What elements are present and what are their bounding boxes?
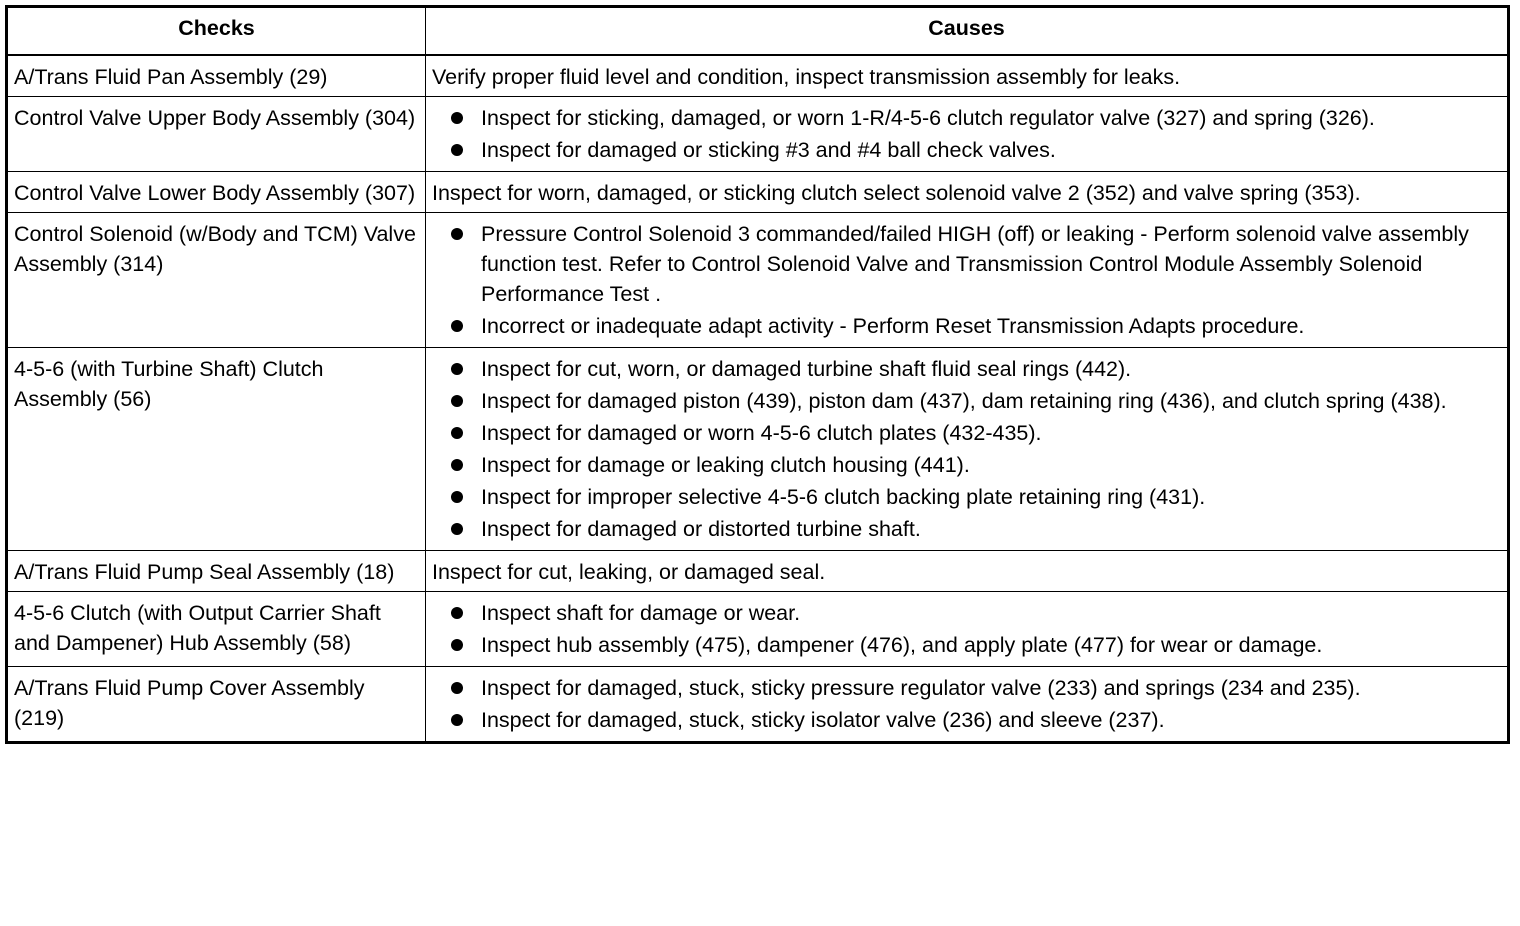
cause-bullet-item [432,514,1501,544]
cause-cell [426,55,1509,97]
check-cell: A/Trans Fluid Pump Cover Assembly (219) [7,667,426,743]
cause-bullet-item [432,673,1501,703]
cause-bullet-item [432,482,1501,512]
column-header-causes: Causes [426,7,1509,56]
check-cell: Control Solenoid (w/Body and TCM) Valve Assembly (314) [7,213,426,348]
cause-bullet-text: Pressure Control Solenoid 3 commanded/failed HIGH (off) or leaking - Perform solenoid valve assembly function test. Refer to Control Solenoid Valve and Transmission Control Module Assembly Solenoid Performance Test . [481,222,1469,306]
table-row [7,592,1509,667]
cause-cell [426,97,1509,172]
table-row [7,667,1509,743]
bullet-dot-icon [451,523,463,535]
cause-cell [426,348,1509,551]
cause-bullet-item [432,311,1501,341]
cause-bullet-item [432,598,1501,628]
table-header [7,7,1509,56]
bullet-dot-icon [451,459,463,471]
bullet-dot-icon [451,714,463,726]
cause-bullet-text: Inspect hub assembly (475), dampener (476), and apply plate (477) for wear or damage. [481,633,1323,657]
cause-bullet-item [432,103,1501,133]
check-cell: 4-5-6 (with Turbine Shaft) Clutch Assembly (56) [7,348,426,551]
table-row [7,172,1509,213]
cause-bullet-list [432,598,1501,660]
cause-bullet-item [432,386,1501,416]
cause-cell [426,592,1509,667]
cause-bullet-text: Inspect for damage or leaking clutch housing (441). [481,453,970,477]
cause-bullet-item [432,630,1501,660]
check-cell: Control Valve Upper Body Assembly (304) [7,97,426,172]
table-row [7,348,1509,551]
check-cell: 4-5-6 Clutch (with Output Carrier Shaft and Dampener) Hub Assembly (58) [7,592,426,667]
cause-bullet-text: Inspect for sticking, damaged, or worn 1-R/4-5-6 clutch regulator valve (327) and spring (326). [481,106,1375,130]
bullet-dot-icon [451,144,463,156]
column-header-checks: Checks [7,7,426,56]
cause-bullet-text: Inspect for damaged piston (439), piston dam (437), dam retaining ring (436), and clutch spring (438). [481,389,1447,413]
cause-bullet-item [432,705,1501,735]
bullet-dot-icon [451,639,463,651]
diagnostic-table [5,5,1510,744]
bullet-dot-icon [451,491,463,503]
table-row [7,213,1509,348]
cause-bullet-text: Inspect for damaged, stuck, sticky isolator valve (236) and sleeve (237). [481,708,1165,732]
cause-bullet-text: Incorrect or inadequate adapt activity - Perform Reset Transmission Adapts procedure. [481,314,1305,338]
cause-text: Inspect for cut, leaking, or damaged seal. [432,560,826,584]
cause-text: Inspect for worn, damaged, or sticking clutch select solenoid valve 2 (352) and valve spring (353). [432,181,1361,205]
table-body [7,55,1509,743]
cause-bullet-list [432,673,1501,735]
cause-cell [426,213,1509,348]
cause-bullet-text: Inspect shaft for damage or wear. [481,601,801,625]
cause-bullet-list [432,103,1501,165]
diagnostic-table-container [5,5,1507,744]
table-row [7,97,1509,172]
cause-bullet-text: Inspect for damaged or sticking #3 and #4 ball check valves. [481,138,1056,162]
cause-bullet-text: Inspect for damaged or distorted turbine shaft. [481,517,921,541]
bullet-dot-icon [451,363,463,375]
bullet-dot-icon [451,320,463,332]
check-cell: Control Valve Lower Body Assembly (307) [7,172,426,213]
header-row [7,7,1509,56]
cause-bullet-item [432,135,1501,165]
cause-bullet-text: Inspect for improper selective 4-5-6 clutch backing plate retaining ring (431). [481,485,1206,509]
bullet-dot-icon [451,427,463,439]
cause-bullet-item [432,354,1501,384]
cause-bullet-text: Inspect for damaged, stuck, sticky pressure regulator valve (233) and springs (234 and 235). [481,676,1361,700]
bullet-dot-icon [451,607,463,619]
cause-cell [426,667,1509,743]
cause-cell [426,551,1509,592]
bullet-dot-icon [451,395,463,407]
check-cell: A/Trans Fluid Pump Seal Assembly (18) [7,551,426,592]
bullet-dot-icon [451,682,463,694]
table-row [7,551,1509,592]
cause-cell [426,172,1509,213]
cause-bullet-list [432,354,1501,544]
bullet-dot-icon [451,112,463,124]
cause-bullet-text: Inspect for damaged or worn 4-5-6 clutch plates (432-435). [481,421,1042,445]
cause-bullet-item [432,450,1501,480]
cause-text: Verify proper fluid level and condition, inspect transmission assembly for leaks. [432,65,1181,89]
table-row [7,55,1509,97]
check-cell: A/Trans Fluid Pan Assembly (29) [7,55,426,97]
cause-bullet-list [432,219,1501,341]
cause-bullet-item [432,219,1501,309]
bullet-dot-icon [451,228,463,240]
cause-bullet-item [432,418,1501,448]
cause-bullet-text: Inspect for cut, worn, or damaged turbine shaft fluid seal rings (442). [481,357,1132,381]
